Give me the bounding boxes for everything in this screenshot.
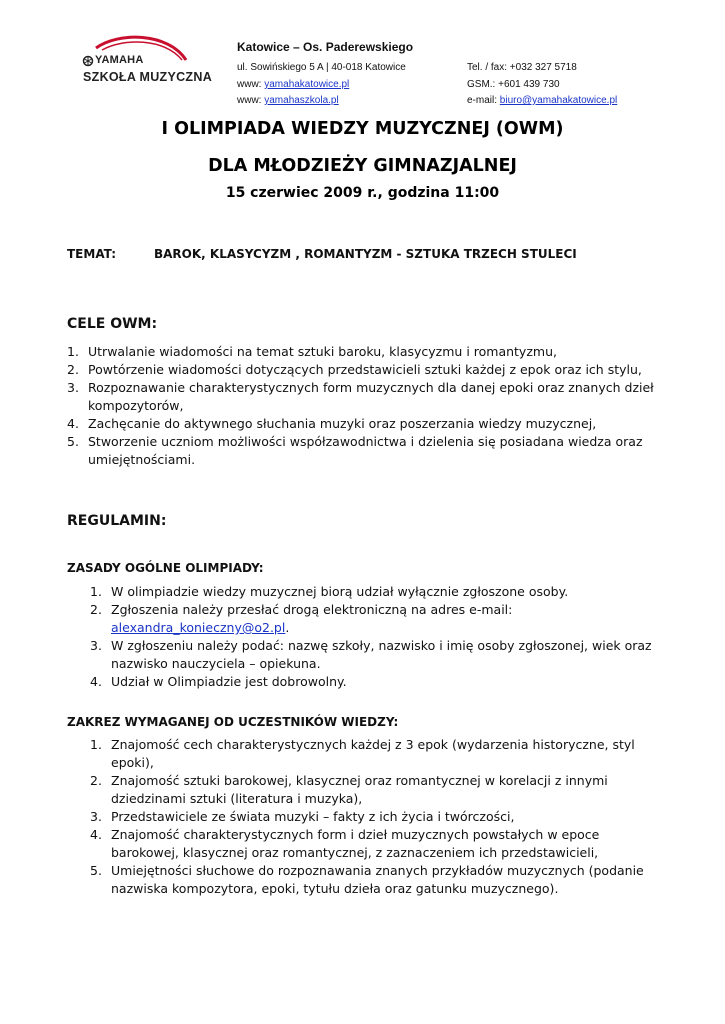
list-item-text: epoki),	[111, 755, 154, 770]
topic-label: TEMAT:	[67, 247, 117, 261]
list-item-text: Powtórzenie wiadomości dotyczących przedstawicieli sztuki każdej z epok oraz ich stylu,	[88, 362, 642, 377]
list-item-number: 3.	[90, 638, 102, 653]
scope-heading: ZAKREZ WYMAGANEJ OD UCZESTNIKÓW WIEDZY:	[67, 715, 399, 729]
list-item	[90, 862, 670, 898]
list-item	[90, 583, 670, 601]
registration-email-link[interactable]: alexandra_konieczny@o2.pl	[111, 620, 286, 635]
header-address: ul. Sowińskiego 5 A | 40-018 Katowice	[237, 62, 406, 73]
www-label-1: www:	[237, 79, 262, 90]
list-item-number: 3.	[90, 809, 102, 824]
list-item-text: W olimpiadzie wiedzy muzycznej biorą udział wyłącznie zgłoszone osoby.	[111, 584, 569, 599]
list-item-text: barokowej, klasycznej oraz romantycznej, z zaznaczeniem ich przedstawicieli,	[111, 845, 599, 860]
list-item-number: 1.	[90, 737, 102, 752]
event-date: 15 czerwiec 2009 r., godzina 11:00	[225, 185, 500, 201]
logo-school-text: SZKOŁA MUZYCZNA	[83, 70, 213, 84]
topic-text: BAROK, KLASYCYZM , ROMANTYZM - SZTUKA TRZECH STULECI	[154, 247, 577, 261]
list-item	[90, 808, 670, 826]
scope-list	[90, 736, 670, 898]
list-item-text: umiejętnościami.	[88, 452, 196, 467]
list-item-email-line	[90, 619, 670, 637]
list-item-number: 2.	[67, 362, 79, 377]
list-item	[90, 601, 670, 637]
general-rules-list	[90, 583, 670, 691]
list-item-text: Znajomość cech charakterystycznych każdej z 3 epok (wydarzenia historyczne, styl	[111, 737, 635, 752]
goals-list	[67, 343, 667, 469]
list-item-text: Zachęcanie do aktywnego słuchania muzyki oraz poszerzania wiedzy muzycznej,	[88, 416, 597, 431]
website-link-2[interactable]: yamahaszkola.pl	[264, 95, 339, 106]
list-item	[67, 361, 667, 379]
list-item	[67, 433, 667, 469]
main-title: I OLIMPIADA WIEDZY MUZYCZNEJ (OWM)	[161, 119, 564, 139]
list-item-text: Znajomość charakterystycznych form i dzieł muzycznych powstałych w epoce	[111, 827, 600, 842]
list-item	[67, 343, 667, 361]
goals-heading: CELE OWM:	[67, 316, 158, 332]
header-www-2	[237, 95, 339, 106]
general-rules-heading: ZASADY OGÓLNE OLIMPIADY:	[67, 561, 264, 575]
list-item	[67, 379, 667, 415]
list-item-number: 3.	[67, 380, 79, 395]
email-suffix: .	[285, 620, 290, 635]
header-email	[467, 95, 617, 106]
list-item-number: 4.	[90, 827, 102, 842]
rules-heading: REGULAMIN:	[67, 513, 167, 529]
email-label: e-mail:	[467, 95, 498, 106]
list-item-number: 5.	[90, 863, 102, 878]
list-item	[90, 826, 670, 862]
list-item-text: W zgłoszeniu należy podać: nazwę szkoły, nazwisko i imię osoby zgłoszonej, wiek oraz	[111, 638, 652, 653]
list-item-number: 1.	[67, 344, 79, 359]
list-item-text: Utrwalanie wiadomości na temat sztuki baroku, klasycyzmu i romantyzmu,	[88, 344, 557, 359]
list-item-number: 2.	[90, 602, 102, 617]
header-phone: Tel. / fax: +032 327 5718	[467, 62, 577, 73]
list-item-text: dziedzinami sztuki (literatura i muzyka),	[111, 791, 363, 806]
list-item	[90, 673, 670, 691]
subtitle: DLA MŁODZIEŻY GIMNAZJALNEJ	[208, 156, 517, 176]
list-item-number: 1.	[90, 584, 102, 599]
list-item	[90, 772, 670, 808]
logo-brand-text: YAMAHA	[95, 54, 144, 66]
header-title: Katowice – Os. Paderewskiego	[237, 40, 414, 54]
header-gsm: GSM.: +601 439 730	[467, 79, 560, 90]
www-label-2: www:	[237, 95, 262, 106]
list-item-number: 5.	[67, 434, 79, 449]
list-item-number: 2.	[90, 773, 102, 788]
header-www-1	[237, 79, 349, 90]
list-item-number: 4.	[90, 674, 102, 689]
list-item-text: Zgłoszenia należy przesłać drogą elektroniczną na adres e-mail:	[111, 602, 513, 617]
list-item-text: kompozytorów,	[88, 398, 184, 413]
list-item-text: nazwiska kompozytora, epoki, tytułu dzieła oraz gatunku muzycznego).	[111, 881, 559, 896]
website-link-1[interactable]: yamahakatowice.pl	[264, 79, 350, 90]
list-item-text: Rozpoznawanie charakterystycznych form muzycznych dla danej epoki oraz znanych dzieł	[88, 380, 654, 395]
email-link[interactable]: biuro@yamahakatowice.pl	[499, 95, 618, 106]
list-item	[67, 415, 667, 433]
list-item-text: Udział w Olimpiadzie jest dobrowolny.	[111, 674, 347, 689]
list-item-text: Przedstawiciele ze świata muzyki – fakty z ich życia i twórczości,	[111, 809, 515, 824]
list-item-text: nazwisko nauczyciela – opiekuna.	[111, 656, 321, 671]
list-item-text: Umiejętności słuchowe do rozpoznawania znanych przykładów muzycznych (podanie	[111, 863, 644, 878]
list-item	[90, 637, 670, 673]
list-item	[90, 736, 670, 772]
list-item-text: Stworzenie uczniom możliwości współzawodnictwa i dzielenia się posiadana wiedza oraz	[88, 434, 643, 449]
list-item-number: 4.	[67, 416, 79, 431]
school-logo	[78, 34, 213, 90]
list-item-text: Znajomość sztuki barokowej, klasycznej oraz romantycznej w korelacji z innymi	[111, 773, 608, 788]
